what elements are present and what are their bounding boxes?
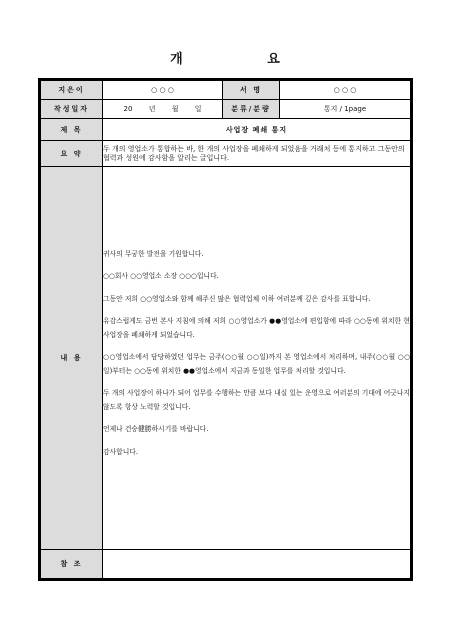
body-paragraph: 두 개의 사업장이 하나가 되어 업무를 수행하는 만큼 보다 내실 있는 운영으로 여러분의 기대에 어긋나지 않도록 항상 노력할 것입니다. <box>103 389 410 411</box>
category-label: 분류/분량 <box>223 100 280 119</box>
body-paragraph: 귀사의 무궁한 발전을 기원합니다. <box>103 249 204 258</box>
date-year: 20 <box>123 105 133 113</box>
date-value[interactable] <box>103 100 223 119</box>
reference-label: 참 조 <box>41 550 103 579</box>
author-value[interactable]: ○ ○ ○ <box>103 81 223 100</box>
body-paragraph: 그동안 저희 ○○영업소와 함께 해주신 많은 협력업체 이하 여러분께 깊은 감사를 표합니다. <box>103 294 371 303</box>
body-paragraph: ○○회사 ○○영업소 소장 ○○○입니다. <box>103 272 219 281</box>
date-day-unit: 일 <box>194 105 202 113</box>
document-summary-form <box>38 78 413 581</box>
subject-value[interactable]: 사업장 폐쇄 통지 <box>103 119 411 141</box>
reference-value[interactable] <box>103 550 411 579</box>
summary-value[interactable]: 두 개의 영업소가 통합하는 바, 한 개의 사업장을 폐쇄하게 되었음을 거래처 등에 통지하고 그동안의 협력과 성원에 감사함을 알리는 글입니다. <box>103 141 411 167</box>
summary-label: 요 약 <box>41 141 103 167</box>
body-paragraph: 유감스럽게도 금번 본사 지침에 의해 저희 ○○영업소가 ●●영업소에 편입함에 따라 ○○동에 위치한 현 사업장을 폐쇄하게 되었습니다. <box>103 317 410 339</box>
author-label: 지은이 <box>41 81 103 100</box>
page-title: 개 요 <box>170 52 320 67</box>
content-body[interactable] <box>103 167 411 550</box>
category-value[interactable]: 통지 / 1page <box>280 100 411 119</box>
body-paragraph: ○○영업소에서 담당하였던 업무는 금주(○○월 ○○일)까지 본 영업소에서 처리하며, 내주(○○월 ○○일)부터는 ○○동에 위치한 ●●영업소에서 지금과 동일한 업무를 처리할 것입니다. <box>103 353 410 375</box>
signature-value[interactable]: ○ ○ ○ <box>280 81 411 100</box>
date-label: 작성일자 <box>41 100 103 119</box>
body-paragraph: 언제나 건승健勝하시기를 바랍니다. <box>103 425 209 434</box>
content-label: 내 용 <box>41 167 103 550</box>
subject-label: 제 목 <box>41 119 103 141</box>
body-paragraph: 감사합니다. <box>103 447 138 456</box>
signature-label: 서 명 <box>223 81 280 100</box>
date-month-unit: 월 <box>171 105 179 113</box>
summary-table <box>40 80 411 579</box>
date-year-unit: 년 <box>148 105 156 113</box>
